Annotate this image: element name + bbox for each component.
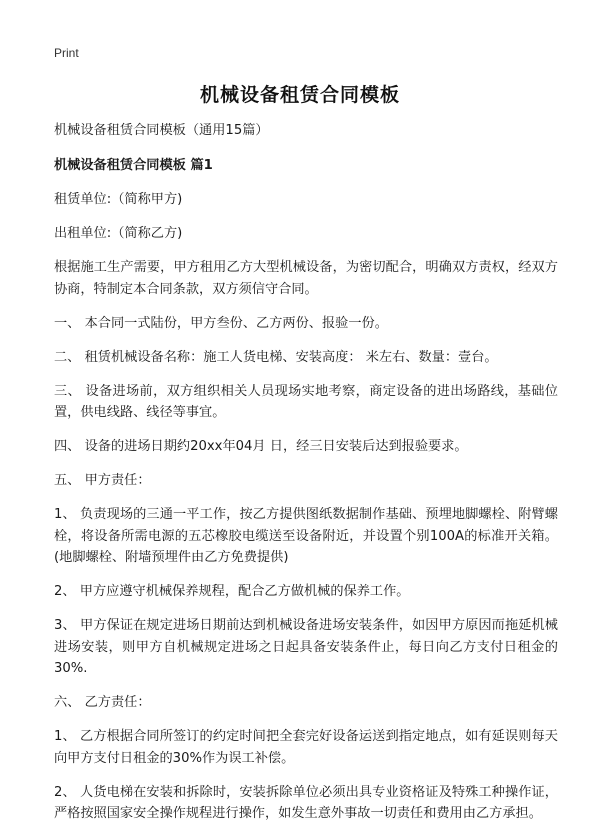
- clause-5-heading: 五、 甲方责任：: [54, 473, 151, 488]
- clause-3: 三、 设备进场前，双方组织相关人员现场实地考察，商定设备的进出场路线，基础位置，供电线路、线径等事宜。: [54, 383, 558, 420]
- preamble-paragraph: 根据施工生产需要，甲方租用乙方大型机械设备，为密切配合，明确双方责权，经双方协商，特制定本合同条款，双方须信守合同。: [54, 260, 558, 297]
- clause-4: 四、 设备的进场日期约20xx年04月 日，经三日安装后达到报验要求。: [54, 439, 468, 454]
- document-body: [54, 120, 558, 837]
- print-label[interactable]: Print: [54, 46, 79, 60]
- clause-1: 一、 本合同一式陆份，甲方叁份、乙方两份、报验一份。: [54, 315, 388, 331]
- clause-6-item-2: 2、 人货电梯在安装和拆除时，安装拆除单位必须出具专业资格证及特殊工种操作证，严格按照国家安全操作规程进行操作，如发生意外事故一切责任和费用由乙方承担。: [54, 784, 558, 821]
- lessor-line: 出租单位:（简称乙方): [54, 226, 183, 241]
- clause-6-item-1: 1、 乙方根据合同所签订的约定时间把全套完好设备运送到指定地点，如有延误则每天向甲方支付日租金的30%作为误工补偿。: [54, 729, 558, 766]
- section-heading: 机械设备租赁合同模板 篇1: [54, 157, 213, 173]
- clause-2: 二、 租赁机械设备名称：施工人货电梯、安装高度： 米左右、数量：壹台。: [54, 349, 498, 365]
- clause-5-item-2: 2、 甲方应遵守机械保养规程，配合乙方做机械的保养工作。: [54, 584, 410, 599]
- clause-6-heading: 六、 乙方责任：: [54, 695, 151, 710]
- lessee-line: 租赁单位:（简称甲方): [54, 192, 183, 207]
- clause-5-item-3: 3、 甲方保证在规定进场日期前达到机械设备进场安装条件，如因甲方原因而拖延机械进场安装，则甲方自机械规定进场之日起具备安装条件止，每日向乙方支付日租金的30%.: [54, 618, 558, 676]
- document-title: 机械设备租赁合同模板: [199, 84, 400, 106]
- document-subtitle: 机械设备租赁合同模板（通用15篇）: [54, 123, 269, 138]
- clause-5-item-1: 1、 负责现场的三通一平工作，按乙方提供图纸数据制作基础、预埋地脚螺栓、附臂螺栓，将设备所需电源的五芯橡胶电缆送至设备附近，并设置个别100A的标准开关箱。(地脚螺栓、附墙预埋件由乙方免费提供): [54, 507, 558, 565]
